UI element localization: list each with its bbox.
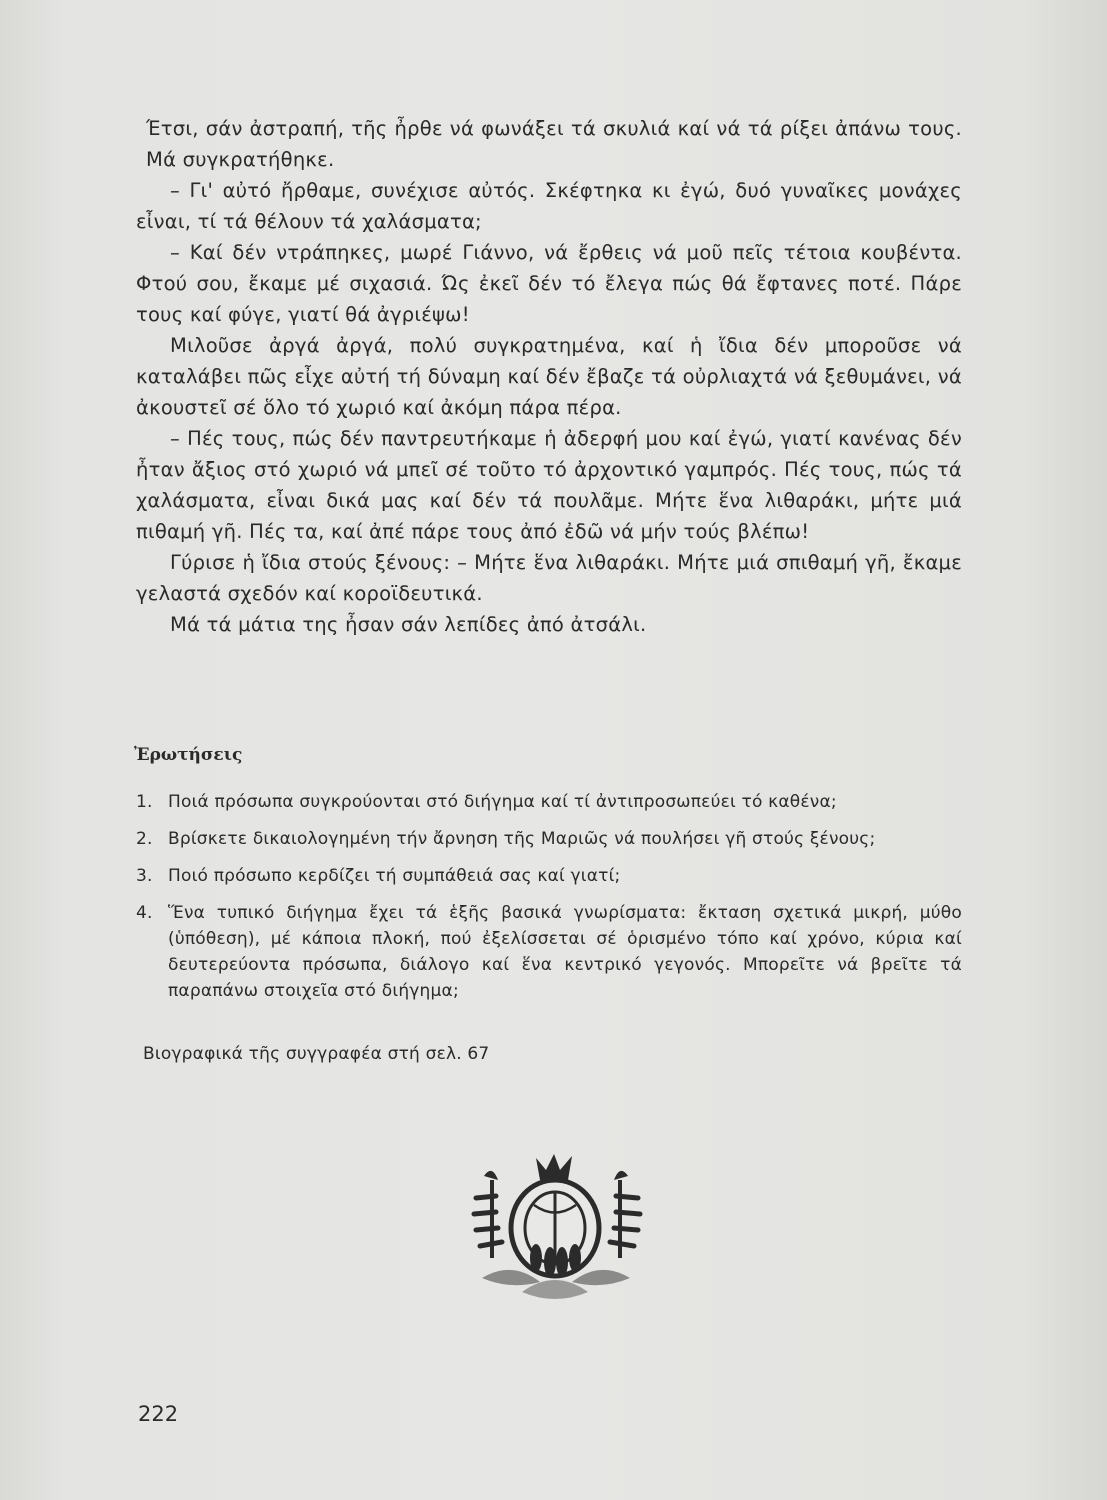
story-paragraph-3: – Καί δέν ντράπηκες, μωρέ Γιάννο, νά ἔρθεις νά μοῦ πεῖς τέτοια κουβέντα. Φτού σου, ἔκαμε μέ σιχασιά. Ώς ἐκεῖ δέν τό ἔλεγα πώς θά ἔφτανες ποτέ. Πάρε τους καί φύγε, γιατί θά ἀγριέψω!	[136, 241, 962, 326]
question-item	[136, 789, 962, 815]
biography-reference: Βιογραφικά τῆς συγγραφέα στή σελ. 67	[143, 1044, 490, 1064]
page-number: 222	[138, 1402, 179, 1426]
story-paragraph-4: Μιλοῦσε ἀργά ἀργά, πολύ συγκρατημένα, καί ἡ ἴδια δέν μποροῦσε νά καταλάβει πῶς εἶχε αὐτή τή δύναμη καί δέν ἔβαζε τά οὐρλιαχτά νά ξεθυμάνει, νά ἀκουστεῖ σέ ὅλο τό χωριό καί ἀκόμη πάρα πέρα.	[136, 334, 962, 419]
question-text: Βρίσκετε δικαιολογημένη τήν ἄρνηση τῆς Μαριῶς νά πουλήσει γῆ στούς ξένους;	[168, 829, 876, 849]
question-item	[136, 826, 962, 852]
pomegranate-ornament-icon	[462, 1150, 652, 1310]
question-number: 4.	[136, 903, 153, 923]
question-text: Ποιά πρόσωπα συγκρούονται στό διήγημα καί τί ἀντιπροσωπεύει τό καθένα;	[168, 792, 837, 812]
questions-list	[136, 789, 962, 1015]
question-number: 2.	[136, 829, 153, 849]
story-paragraph-6: Γύρισε ἡ ἴδια στούς ξένους: – Μήτε ἕνα λιθαράκι. Μήτε μιά σπιθαμή γῆ, ἔκαμε γελαστά σχεδόν καί κοροϊδευτικά.	[136, 551, 962, 605]
story-paragraph-7: Μά τά μάτια της ἦσαν σάν λεπίδες ἀπό ἀτσάλι.	[170, 613, 647, 636]
story-paragraph-2: – Γι' αὐτό ἤρθαμε, συνέχισε αὐτός. Σκέφτηκα κι ἐγώ, δυό γυναῖκες μονάχες εἶναι, τί τά θέλουν τά χαλάσματα;	[136, 179, 962, 233]
questions-heading: Ἐρωτήσεις	[134, 745, 243, 765]
story-paragraph-5: – Πές τους, πώς δέν παντρευτήκαμε ἡ ἀδερφή μου καί ἐγώ, γιατί κανένας δέν ἦταν ἄξιος στό χωριό νά μπεῖ σέ τοῦτο τό ἀρχοντικό γαμπρός. Πές τους, πώς τά χαλάσματα, εἶναι δικά μας καί δέν τά πουλᾶμε. Μήτε ἕνα λιθαράκι, μήτε μιά πιθαμή γῆ. Πές τα, καί ἀπέ πάρε τους ἀπό ἐδῶ νά μήν τούς βλέπω!	[136, 427, 962, 543]
question-text: Ἕνα τυπικό διήγημα ἔχει τά ἑξῆς βασικά γνωρίσματα: ἔκταση σχετικά μικρή, μύθο (ὑπόθεση), μέ κάποια πλοκή, πού ἐξελίσσεται σέ ὁρισμένο τόπο καί χρόνο, κύρια καί δευτερεύοντα πρόσωπα, διάλογο καί ἕνα κεντρικό γεγονός. Μπορεῖτε νά βρεῖτε τά παραπάνω στοιχεῖα στό διήγημα;	[168, 903, 962, 1001]
question-item	[136, 863, 962, 889]
story-paragraph-1: Έτσι, σάν ἀστραπή, τῆς ἦρθε νά φωνάξει τά σκυλιά καί νά τά ρίξει ἀπάνω τους. Μά συγκρατήθηκε.	[146, 117, 962, 171]
question-number: 1.	[136, 792, 153, 812]
question-text: Ποιό πρόσωπο κερδίζει τή συμπάθειά σας καί γιατί;	[168, 866, 621, 886]
question-number: 3.	[136, 866, 153, 886]
story-text	[136, 113, 962, 640]
question-item	[136, 900, 962, 1004]
